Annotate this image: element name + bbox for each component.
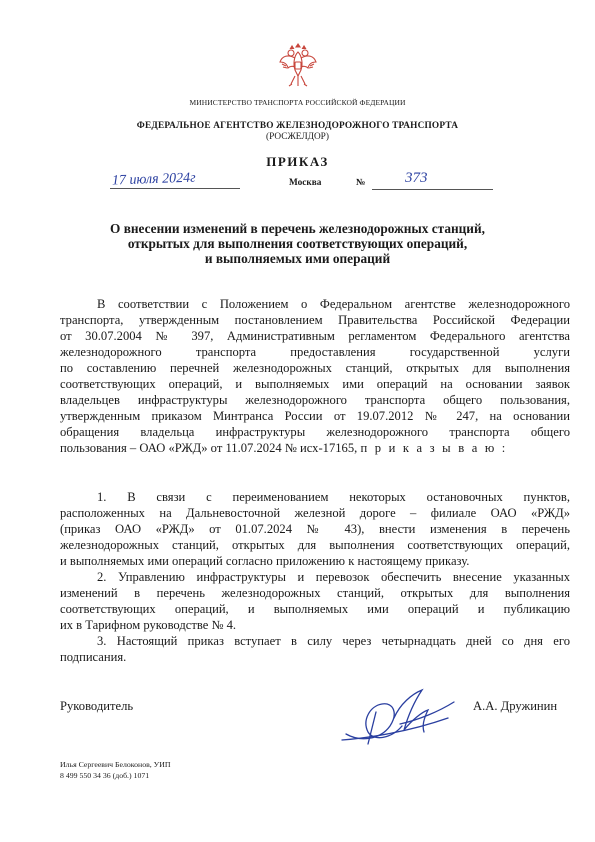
city: Москва <box>289 178 322 188</box>
number-underline <box>372 189 493 190</box>
item-1-line: расположенных на Дальневосточной железной дороге – филиале ОАО «РЖД» <box>60 506 570 520</box>
preamble-line: железнодорожного транспорта предоставления государственной услуги <box>60 345 570 359</box>
item-1-line: железнодорожных станций, открытых для выполнения соответствующих операций, <box>60 538 570 552</box>
date-underline <box>110 188 240 189</box>
handwritten-number: 373 <box>405 170 428 186</box>
preamble-line: транспорта, утвержденным постановлением Правительства Российской Федерации <box>60 313 570 327</box>
agency-name: ФЕДЕРАЛЬНОЕ АГЕНТСТВО ЖЕЛЕЗНОДОРОЖНОГО ТРАНСПОРТА <box>136 121 459 131</box>
preamble-line: утвержденным приказом Минтранса России от 19.07.2012 № 247, на основании <box>60 409 570 423</box>
item-3-line: 3. Настоящий приказ вступает в силу через четырнадцать дней со дня его <box>97 634 570 648</box>
preamble-line: В соответствии с Положением о Федеральном агентстве железнодорожного <box>97 297 570 311</box>
executor-phone: 8 499 550 34 36 (доб.) 1071 <box>60 771 150 780</box>
item-2-line: их в Тарифном руководстве № 4. <box>60 618 237 632</box>
document-type: ПРИКАЗ <box>266 154 329 169</box>
item-1-line: (приказ ОАО «РЖД» от 01.07.2024 № 43), внести изменения в перечень <box>60 522 570 536</box>
item-2-line: изменений в перечень железнодорожных станций, открытых для выполнения <box>60 586 570 600</box>
preamble-line: по составлению перечней железнодорожных станций, открытых для выполнения <box>60 361 570 375</box>
preamble-line: соответствующих операций, и выполняемых ими операций на основании заявок <box>60 377 570 391</box>
item-1-line: 1. В связи с переименованием некоторых остановочных пунктов, <box>97 490 570 504</box>
item-2-paragraph <box>60 569 570 633</box>
preamble-last-line <box>60 440 570 456</box>
handwritten-signature <box>338 682 458 752</box>
ministry-name: МИНИСТЕРСТВО ТРАНСПОРТА РОССИЙСКОЙ ФЕДЕРАЦИИ <box>189 98 406 107</box>
item-3-line: подписания. <box>60 650 127 664</box>
item-2-line: соответствующих операций, и выполняемых ими операций и публикацию <box>60 602 570 616</box>
item-3-paragraph <box>60 633 570 665</box>
order-word: п р и к а з ы в а ю : <box>360 441 508 455</box>
document-title-line-1: О внесении изменений в перечень железнодорожных станций, <box>110 221 485 236</box>
preamble-line: владельцев инфраструктуры железнодорожного транспорта общего пользования, <box>60 393 570 407</box>
agency-short-name: (РОСЖЕЛДОР) <box>266 132 329 142</box>
preamble-line: пользования – ОАО «РЖД» от 11.07.2024 № исх-17165, <box>60 441 358 455</box>
document-title-line-2: открытых для выполнения соответствующих операций, <box>127 236 468 251</box>
preamble-line: от 30.07.2004 № 397, Административным регламентом Федерального агентства <box>60 329 570 343</box>
item-1-line: и выполняемых ими операций согласно приложению к настоящему приказу. <box>60 554 470 568</box>
double-headed-eagle-emblem-icon <box>278 40 318 90</box>
handwritten-date: 17 июля 2024г <box>111 170 196 189</box>
signatory-title: Руководитель <box>60 699 134 713</box>
preamble-paragraph <box>60 296 570 456</box>
preamble-line: обращения владельца инфраструктуры железнодорожного транспорта общего <box>60 425 570 439</box>
item-2-line: 2. Управлению инфраструктуры и перевозок обеспечить внесение указанных <box>97 570 570 584</box>
executor-name: Илья Сергеевич Белоконов, УИП <box>60 760 171 769</box>
number-label: № <box>356 178 366 188</box>
item-1-paragraph <box>60 489 570 569</box>
signatory-name: А.А. Дружинин <box>473 699 558 713</box>
document-title-line-3: и выполняемых ими операций <box>204 251 391 266</box>
